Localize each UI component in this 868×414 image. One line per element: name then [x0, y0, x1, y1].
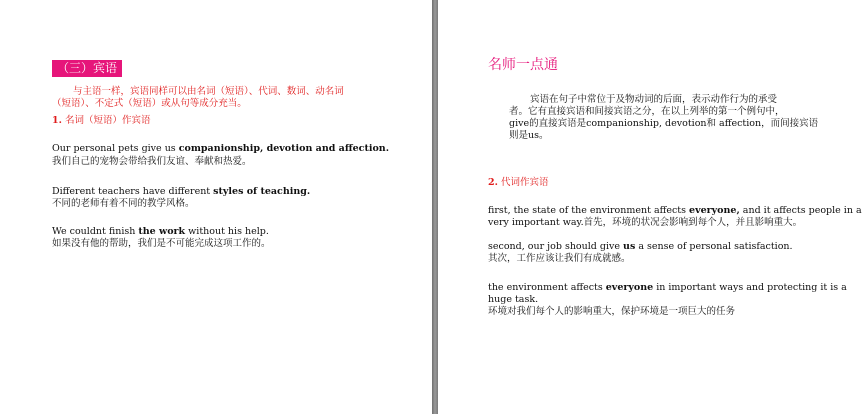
- pronoun-example-1-line-1: [488, 205, 862, 217]
- pronoun-example-1-text: first, the state of the environment affects: [488, 205, 690, 216]
- pronoun-example-3-zh: 环境对我们每个人的影响重大，保护环境是一项巨大的任务: [488, 306, 736, 317]
- example-3-object: the work: [138, 226, 186, 237]
- pronoun-example-1-line-2: very important way.首先，环境的状况会影响到每个人，并且影响重大。: [488, 217, 803, 228]
- note-line-4: 则是us。: [509, 130, 549, 141]
- example-2-en-text: Different teachers have different: [52, 186, 214, 197]
- heading-pronoun-object: [488, 177, 548, 189]
- note-line-1: 宾语在句子中常位于及物动词的后面，表示动作行为的承受: [530, 94, 778, 105]
- pronoun-example-3-line-1: [488, 282, 847, 294]
- example-2-object: styles of teaching.: [213, 186, 311, 197]
- example-3-zh: 如果没有他的帮助，我们是不可能完成这项工作的。: [52, 238, 271, 249]
- heading-number: 2.: [488, 177, 498, 188]
- pronoun-example-3-object: everyone: [605, 282, 654, 293]
- pronoun-example-2-object: us: [623, 241, 636, 252]
- left-page: [0, 0, 432, 414]
- example-1-en-text: Our personal pets give us: [52, 143, 179, 154]
- note-title: 名师一点通: [488, 57, 558, 73]
- section-tag: （三）宾语: [52, 60, 122, 77]
- heading-text: 名词（短语）作宾语: [61, 115, 151, 126]
- intro-line-2: （短语）、不定式（短语）或从句等成分充当。: [52, 98, 247, 109]
- example-1-zh: 我们自己的宠物会带给我们友谊、奉献和热爱。: [52, 156, 252, 167]
- example-1-object: companionship, devotion and affection.: [178, 143, 390, 154]
- pronoun-example-2-text: second, our job should give: [488, 241, 624, 252]
- note-line-2: 者。它有直接宾语和间接宾语之分，在以上列举的第一个例句中，: [509, 106, 785, 117]
- pronoun-example-1-rest: and it affects people in a: [739, 205, 862, 216]
- pronoun-example-2-zh: 其次，工作应该让我们有成就感。: [488, 253, 631, 264]
- pronoun-example-2-en: [488, 241, 793, 253]
- heading-text: 代词作宾语: [497, 177, 549, 188]
- right-page: [438, 0, 868, 414]
- heading-number: 1.: [52, 115, 62, 126]
- intro-line-1: 与主语一样，宾语同样可以由名词（短语）、代词、数词、动名词: [73, 86, 344, 97]
- pronoun-example-1-object: everyone,: [689, 205, 740, 216]
- pronoun-example-2-rest: a sense of personal satisfaction.: [635, 241, 793, 252]
- example-2-zh: 不同的老师有着不同的教学风格。: [52, 198, 195, 209]
- pronoun-example-3-rest: in important ways and protecting it is a: [653, 282, 847, 293]
- example-3-en-text: We couldnt finish: [52, 226, 139, 237]
- example-2-en: [52, 186, 310, 198]
- note-line-3: give的直接宾语是companionship, devotion和 affection，而间接宾语: [509, 118, 819, 129]
- pronoun-example-3-text: the environment affects: [488, 282, 606, 293]
- example-3-en: [52, 226, 269, 238]
- example-1-en: [52, 143, 389, 155]
- heading-noun-object: [52, 115, 150, 127]
- pronoun-example-3-line-2: huge task.: [488, 294, 539, 305]
- example-3-en-rest: without his help.: [185, 226, 269, 237]
